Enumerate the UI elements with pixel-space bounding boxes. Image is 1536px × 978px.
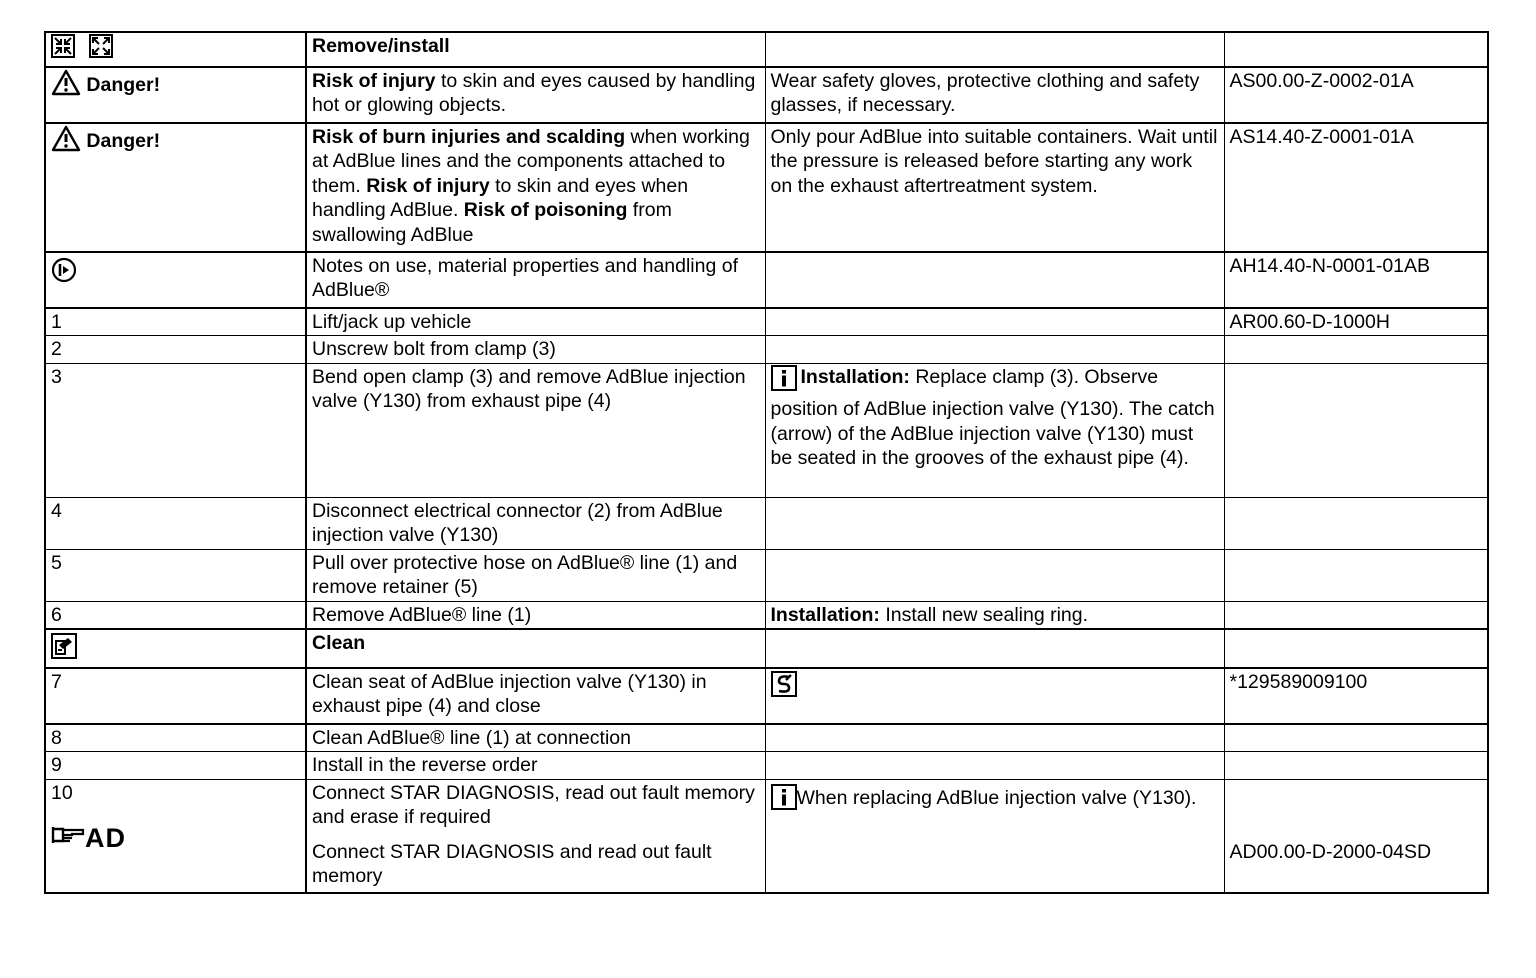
installation-note-text: Install new sealing ring.: [879, 603, 1089, 626]
risk-text: to skin and eyes caused by handling hot or glowing objects.: [312, 69, 756, 116]
step-note-cell: [765, 497, 1224, 549]
step-row: [45, 752, 1488, 780]
clean-icon: [51, 633, 77, 666]
step-note-cell: [765, 724, 1224, 752]
warning-label-cell: [45, 67, 306, 123]
step-number: 1: [45, 308, 306, 336]
special-tool-icon: [771, 671, 797, 704]
warning-row: [45, 67, 1488, 123]
step-text: Disconnect electrical connector (2) from AdBlue injection valve (Y130): [306, 497, 765, 549]
clean-header-row: [45, 629, 1488, 668]
step-text: Remove AdBlue® line (1): [306, 601, 765, 629]
step-text: Pull over protective hose on AdBlue® line (1) and remove retainer (5): [306, 549, 765, 601]
diagnosis-subtask-text: Connect STAR DIAGNOSIS and read out fault memory: [312, 840, 712, 887]
step-number: 7: [45, 668, 306, 724]
step-row: [45, 336, 1488, 364]
risk-text: Risk of injury: [312, 69, 436, 92]
note-empty-cell: [765, 252, 1224, 308]
page-title: Remove/install: [312, 35, 450, 57]
step-note-cell: [765, 779, 1224, 893]
clean-icon-cell: [45, 629, 306, 668]
clean-title-cell: [306, 629, 765, 668]
warning-ref-cell: [1224, 67, 1488, 123]
header-row: [45, 32, 1488, 67]
step-text: Clean AdBlue® line (1) at connection: [306, 724, 765, 752]
step-row: [45, 308, 1488, 336]
step-ref-cell: [1224, 779, 1488, 893]
safety-measure-text: Only pour AdBlue into suitable containers. Wait until the pressure is released before starting any work on the exhaust aftertreatment system.: [770, 125, 1218, 197]
step-text: Bend open clamp (3) and remove AdBlue injection valve (Y130) from exhaust pipe (4): [306, 363, 765, 497]
step-text: Unscrew bolt from clamp (3): [306, 336, 765, 364]
step-number: 6: [45, 601, 306, 629]
warning-label-cell: [45, 123, 306, 252]
step-row: [45, 363, 1488, 497]
risk-text: when working at AdBlue lines and the components attached to them.: [312, 125, 750, 197]
warning-triangle-icon: [51, 125, 81, 159]
header-ref-cell: [1224, 32, 1488, 67]
ad-marker: [51, 823, 300, 854]
risk-text: Risk of burn injuries and scalding: [312, 125, 626, 148]
install-icon: [89, 34, 113, 65]
step-number: 8: [45, 724, 306, 752]
step-number: 9: [45, 752, 306, 780]
safety-measure-text: Wear safety gloves, protective clothing and safety glasses, if necessary.: [770, 69, 1200, 116]
step-number: 3: [45, 363, 306, 497]
installation-label: Installation:: [800, 365, 910, 388]
step-note-cell: [765, 752, 1224, 780]
warning-risk-cell: [306, 67, 765, 123]
step-ref-cell: [1224, 497, 1488, 549]
document-reference-link[interactable]: AD00.00-D-2000-04SD: [1229, 840, 1432, 863]
document-reference-link[interactable]: AS00.00-Z-0002-01A: [1229, 69, 1414, 92]
tool-reference-link[interactable]: *129589009100: [1229, 670, 1368, 693]
danger-label: Danger!: [86, 129, 161, 152]
step-note-cell: [765, 308, 1224, 336]
step-ref-cell: [1224, 549, 1488, 601]
step-number-cell: [45, 779, 306, 893]
danger-label: Danger!: [86, 73, 161, 96]
warning-measure-cell: [765, 67, 1224, 123]
step-text-cell: [306, 779, 765, 893]
section-title: Clean: [312, 632, 366, 654]
step-ref-cell: [1224, 308, 1488, 336]
risk-text: Risk of injury: [366, 174, 490, 197]
step-number: 2: [45, 336, 306, 364]
risk-text: Risk of poisoning: [463, 199, 628, 221]
remove-icon: [51, 34, 75, 65]
step-row: [45, 601, 1488, 629]
warning-row: [45, 123, 1488, 252]
step-row: [45, 724, 1488, 752]
warning-measure-cell: [765, 123, 1224, 252]
header-empty-cell: [765, 32, 1224, 67]
header-title-cell: [306, 32, 765, 67]
step-row: [45, 549, 1488, 601]
installation-label: Installation:: [770, 603, 880, 626]
info-icon: [771, 365, 797, 398]
document-reference-link[interactable]: AH14.40-N-0001-01AB: [1229, 254, 1431, 277]
note-row: [45, 252, 1488, 308]
step-ref-cell: [1224, 601, 1488, 629]
note-text-cell: [306, 252, 765, 308]
step-text: Lift/jack up vehicle: [306, 308, 765, 336]
info-icon: [771, 784, 797, 817]
step-ref-cell: [1224, 336, 1488, 364]
warning-risk-cell: [306, 123, 765, 252]
document-reference-link[interactable]: AS14.40-Z-0001-01A: [1229, 125, 1414, 148]
installation-note-text: Replace clamp (3). Observe position of AdBlue injection valve (Y130). The catch (arrow) of the AdBlue injection valve (Y130) must be seated in the grooves of the exhaust pipe (4).: [770, 365, 1215, 469]
step-number: 4: [45, 497, 306, 549]
step-number: 10: [51, 781, 73, 804]
step-ref-cell: [1224, 752, 1488, 780]
step-ref-cell: [1224, 668, 1488, 724]
procedure-table: [44, 31, 1489, 894]
pointing-hand-icon: [51, 823, 85, 854]
step-note-cell: [765, 549, 1224, 601]
step-note-cell: [765, 363, 1224, 497]
document-reference-link[interactable]: AR00.60-D-1000H: [1229, 310, 1390, 333]
risk-text: from swallowing AdBlue: [312, 199, 672, 246]
step-number: 5: [45, 549, 306, 601]
replacement-note-text: When replacing AdBlue injection valve (Y130).: [796, 786, 1197, 809]
step-note-cell: [765, 601, 1224, 629]
note-icon-cell: [45, 252, 306, 308]
step-text: Install in the reverse order: [306, 752, 765, 780]
clean-ref-cell: [1224, 629, 1488, 668]
ad-label: AD: [85, 823, 126, 853]
step-ref-cell: [1224, 724, 1488, 752]
header-icons-cell: [45, 32, 306, 67]
step-note-cell: [765, 336, 1224, 364]
warning-triangle-icon: [51, 69, 81, 103]
warning-ref-cell: [1224, 123, 1488, 252]
step-row: [45, 779, 1488, 893]
note-ref-cell: [1224, 252, 1488, 308]
notes-icon: [51, 257, 77, 290]
step-row: [45, 497, 1488, 549]
step-text: Connect STAR DIAGNOSIS, read out fault memory and erase if required: [312, 781, 755, 828]
step-row: [45, 668, 1488, 724]
step-note-cell: [765, 668, 1224, 724]
step-text: Clean seat of AdBlue injection valve (Y130) in exhaust pipe (4) and close: [306, 668, 765, 724]
risk-text: to skin and eyes when handling AdBlue.: [312, 174, 689, 221]
step-ref-cell: [1224, 363, 1488, 497]
clean-empty-cell: [765, 629, 1224, 668]
note-text: Notes on use, material properties and handling of AdBlue®: [312, 254, 739, 301]
